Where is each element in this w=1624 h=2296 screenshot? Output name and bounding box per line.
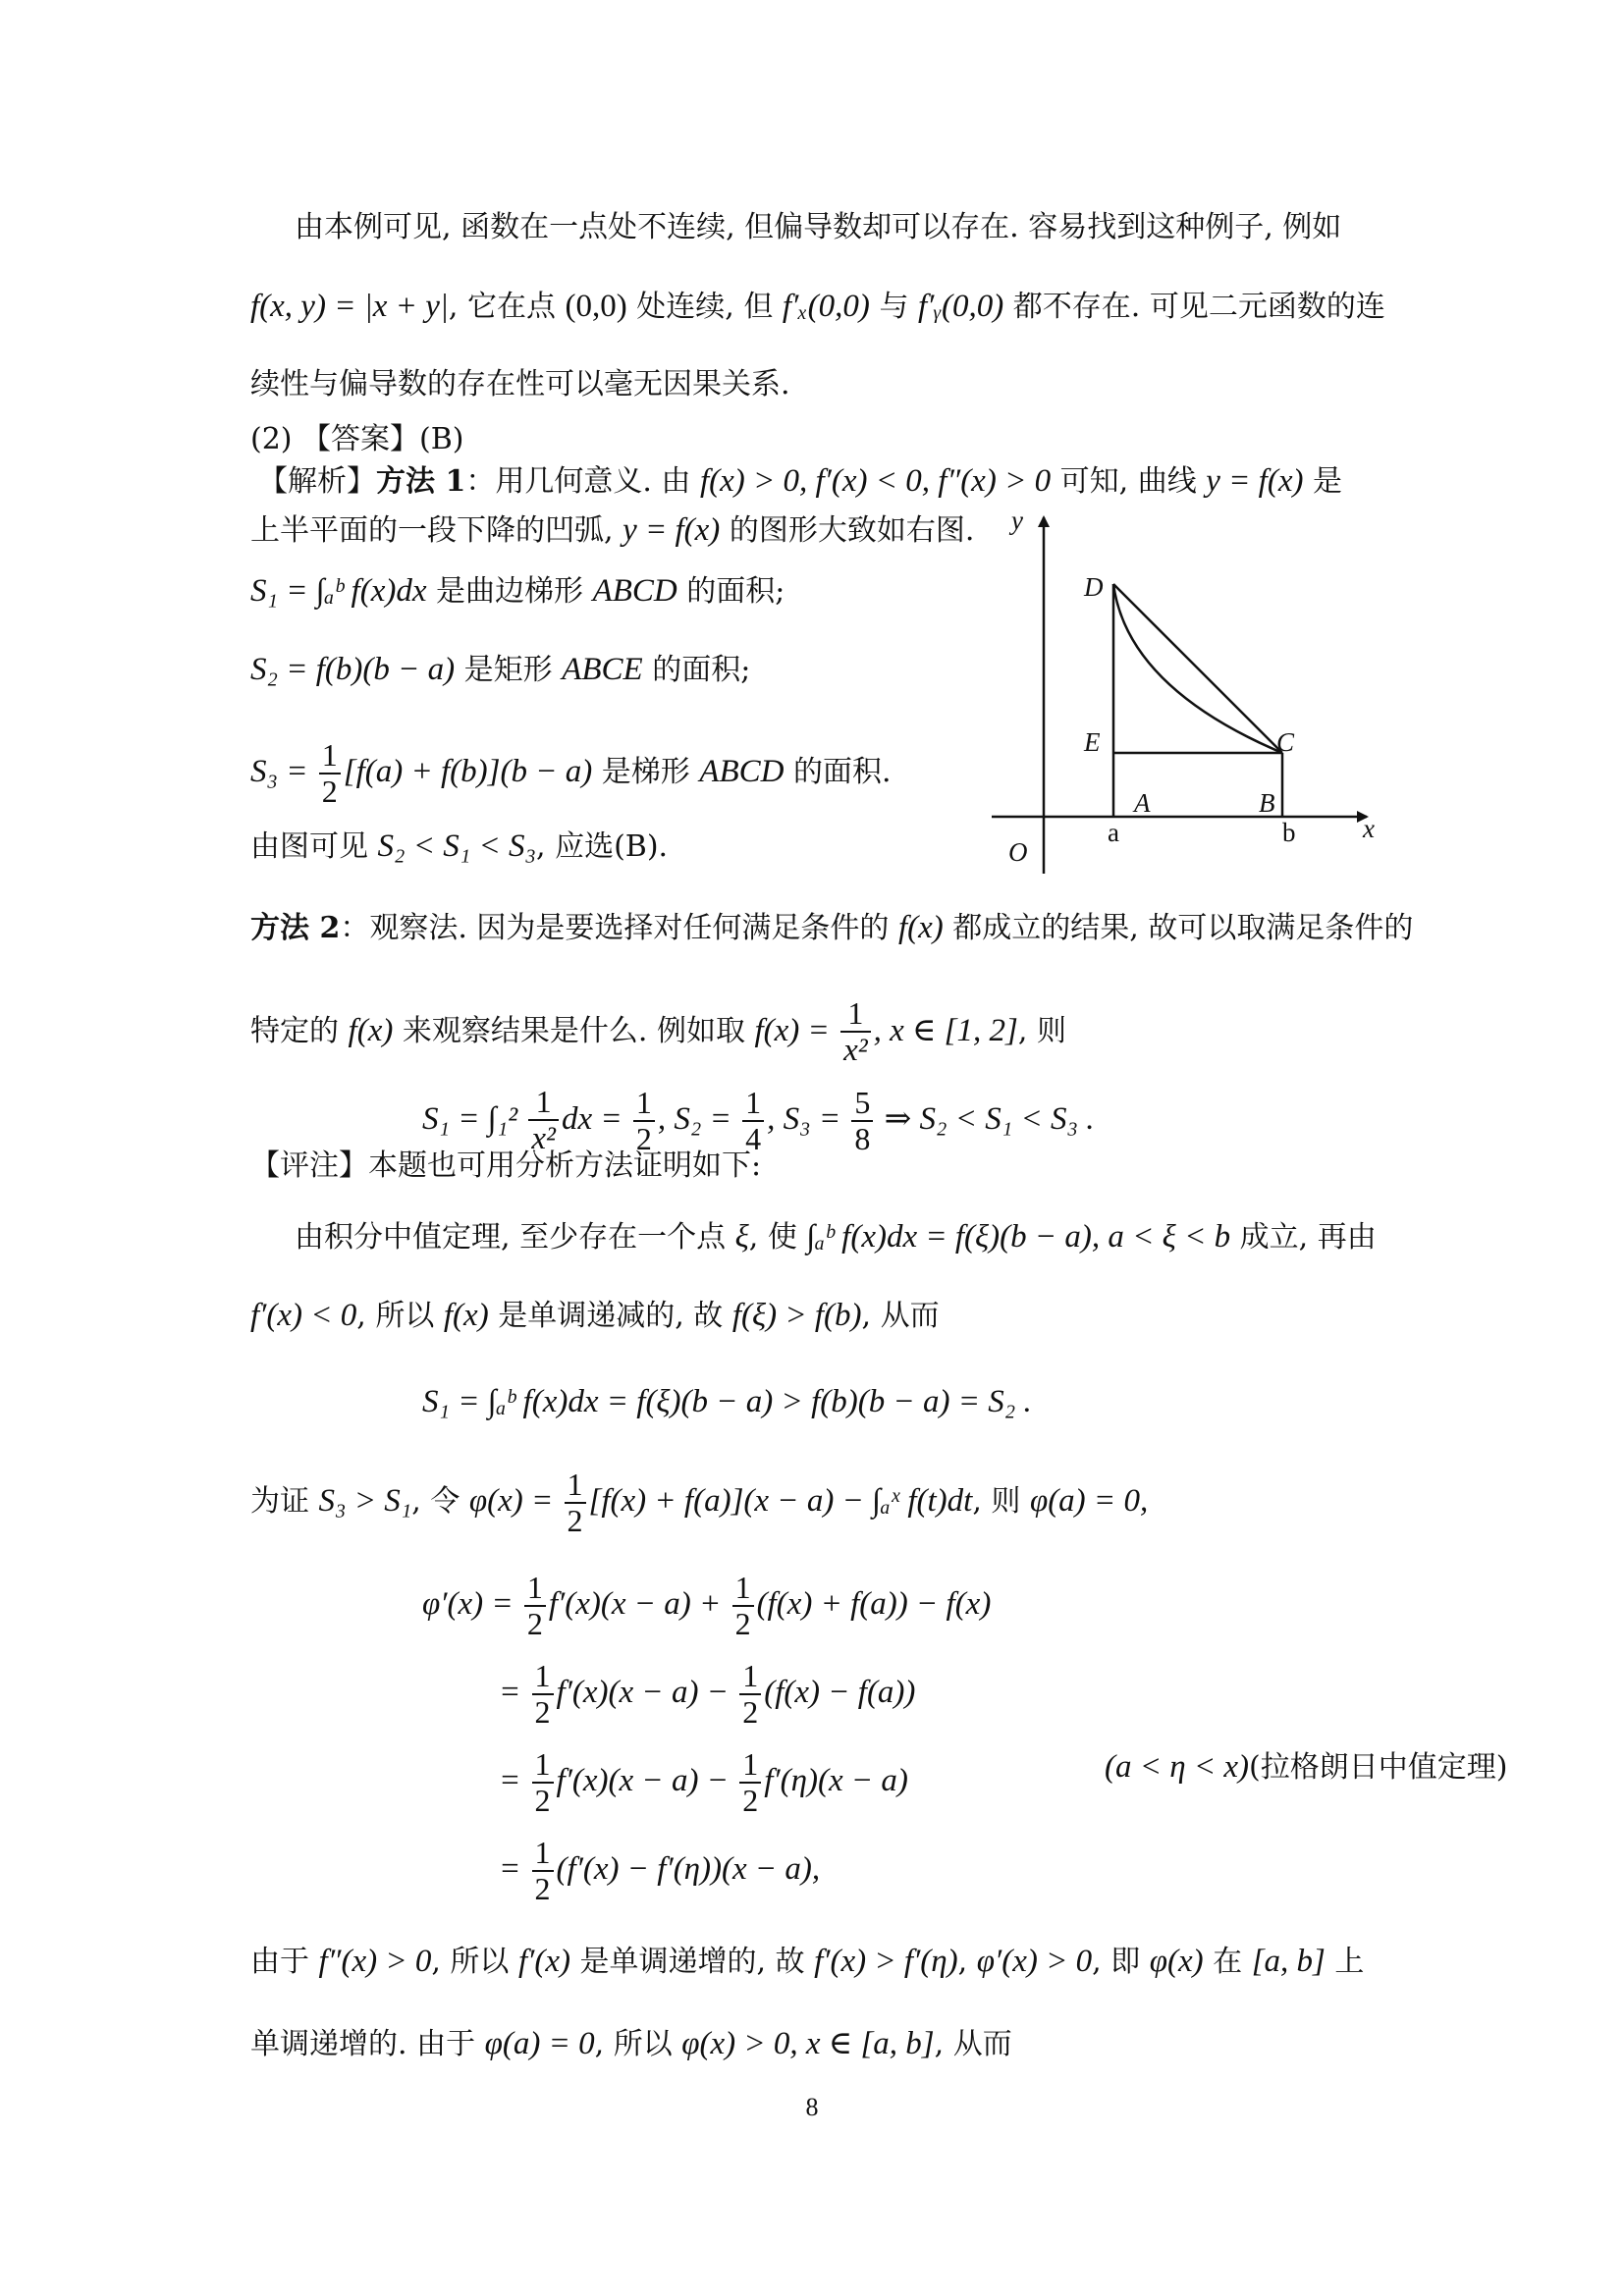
comment-line1: 由积分中值定理, 至少存在一个点 ξ, 使 ∫ₐᵇ f(x)dx = f(ξ)(b − a), a < ξ < b 成立, 再由 (295, 1219, 1377, 1255)
derivation-line2: = $\frac{1}{2}$ f′(x)(x − a) − $\frac{1}{2}$ (f(x) − f(a)) (499, 1658, 916, 1731)
method2-line2: 特定的 f(x) 来观察结果是什么. 例如取 f(x) = $\frac{1}{\text{x²}}$ , x ∈ [1, 2], 则 (250, 995, 1066, 1069)
derivation-line3: = $\frac{1}{2}$ f′(x)(x − a) − $\frac{1}{2}$ f′(η)(x − a) (499, 1746, 908, 1819)
comment-line2: f′(x) < 0, 所以 f(x) 是单调递减的, 故 f(ξ) > f(b), 从而 (250, 1298, 940, 1333)
para1-line3: 续性与偏导数的存在性可以毫无因果关系. (250, 367, 790, 401)
fraction: $\frac{1}{2}$ (532, 1747, 554, 1818)
label-A: A (1134, 788, 1151, 818)
comment-line5: 单调递增的. 由于 φ(a) = 0, 所以 φ(x) > 0, x ∈ [a, b], 从而 (250, 2026, 1012, 2061)
fraction: $\frac{1}{\text{x²}}$ (840, 996, 871, 1068)
curve-figure (972, 506, 1384, 879)
para1-line1: 由本例可见, 函数在一点处不连续, 但偏导数却可以存在. 容易找到这种例子, 例如 (295, 210, 1342, 244)
fraction: $\frac{1}{2}$ (524, 1571, 546, 1641)
s1-line: S₁ = ∫ₐᵇ f(x)dx 是曲边梯形 ABCD 的面积; (250, 573, 785, 609)
comment-label: 【评注】本题也可用分析方法证明如下: (250, 1148, 762, 1183)
para1-line2: f(x, y) = |x + y|, 它在点 (0,0) 处连续, 但 f′ₓ(0,0) 与 f′ᵧ(0,0) 都不存在. 可见二元函数的连 (250, 289, 1385, 324)
comment-line4: 由于 f″(x) > 0, 所以 f′(x) 是单调递增的, 故 f′(x) > f′(η), φ′(x) > 0, 即 φ(x) 在 [a, b] 上 (250, 1944, 1365, 1979)
method1-line2: 上半平面的一段下降的凹弧, y = f(x) 的图形大致如右图. (250, 512, 975, 548)
label-C: C (1276, 727, 1295, 757)
derivation-line3-note: (a < η < x)(拉格朗日中值定理) (1105, 1749, 1508, 1785)
page-number: 8 (805, 2093, 819, 2121)
s2-line: S₂ = f(b)(b − a) 是矩形 ABCE 的面积; (250, 652, 751, 687)
answer-line: (2) 【答案】(B) (250, 422, 464, 456)
fraction: $\frac{1}{2}$ (565, 1468, 586, 1538)
s3-line: S₃ = $\frac{1}{2}$ [f(a) + f(b)](b − a) 是梯形 ABCD 的面积. (250, 737, 892, 810)
fraction: $\frac{5}{8}$ (851, 1086, 873, 1156)
label-D: D (1084, 572, 1104, 602)
comment-line3: 为证 S₃ > S₁, 令 φ(x) = $\frac{1}{2}$ [f(x) + f(a)](x − a) − ∫ₐˣ f(t)dt, 则 φ(a) = 0, (250, 1467, 1149, 1539)
comment-equation1: S₁ = ∫ₐᵇ f(x)dx = f(ξ)(b − a) > f(b)(b − a) = S₂ . (422, 1384, 1032, 1419)
label-x: x (1363, 814, 1375, 843)
fraction: $\frac{1}{2}$ (633, 1086, 655, 1156)
label-a: a (1108, 818, 1119, 847)
fraction: $\frac{1}{\text{x²}}$ (528, 1085, 559, 1156)
conclusion-line: 由图可见 S₂ < S₁ < S₃, 应选(B). (250, 828, 669, 864)
method2-equation: S₁ = ∫₁² $\frac{1}{\text{x²}}$ dx = $\frac{1}{2}$ , S₂ = $\frac{1}{4}$ , S₃ = $\frac{5}{8}$ ⇒ S₂ < S₁ < S₃ . (422, 1084, 1095, 1157)
method1-line1: 【解析】方法 1：用几何意义. 由 f(x) > 0, f′(x) < 0, f″(x) > 0 可知, 曲线 y = f(x) 是 (258, 463, 1343, 499)
derivation-line1: φ′(x) = $\frac{1}{2}$ f′(x)(x − a) + $\frac{1}{2}$ (f(x) + f(a)) − f(x) (422, 1570, 992, 1642)
label-y: y (1011, 506, 1023, 535)
fraction: $\frac{1}{2}$ (319, 738, 341, 809)
fraction: $\frac{1}{2}$ (739, 1747, 761, 1818)
label-b: b (1282, 818, 1296, 847)
derivation-line4: = $\frac{1}{2}$ (f′(x) − f′(η))(x − a), (499, 1835, 821, 1907)
label-B: B (1259, 788, 1275, 818)
fraction: $\frac{1}{4}$ (742, 1086, 764, 1156)
label-O: O (1008, 837, 1028, 867)
chord-dc (1113, 584, 1282, 753)
figure-svg (972, 506, 1384, 879)
fraction: $\frac{1}{2}$ (739, 1659, 761, 1730)
fraction: $\frac{1}{2}$ (532, 1836, 554, 1906)
fraction: $\frac{1}{2}$ (732, 1571, 754, 1641)
fraction: $\frac{1}{2}$ (532, 1659, 554, 1730)
method2-line1: 方法 2：观察法. 因为是要选择对任何满足条件的 f(x) 都成立的结果, 故可以取满足条件的 (250, 910, 1414, 945)
label-E: E (1084, 727, 1101, 757)
